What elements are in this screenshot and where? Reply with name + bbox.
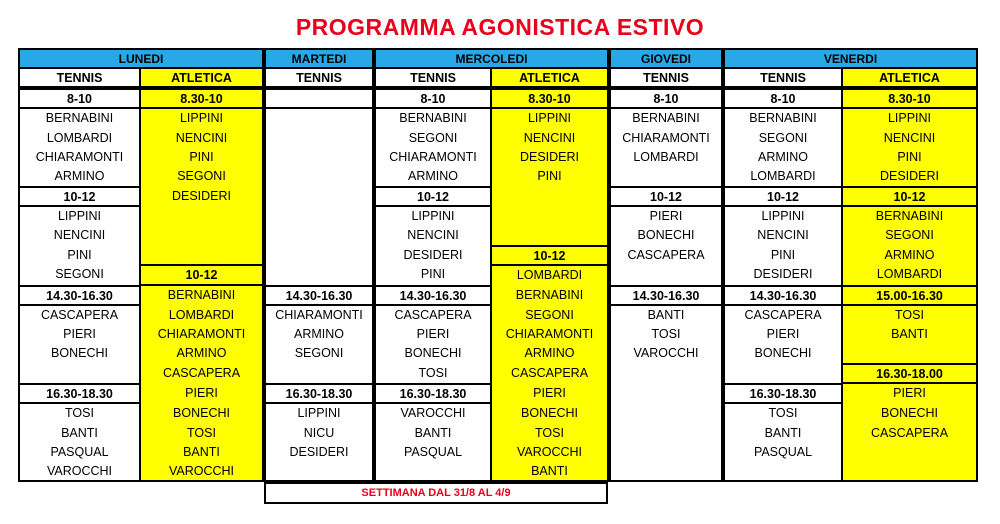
schedule-cell: BONECHI [173, 406, 230, 420]
schedule-cell: 8-10 [374, 88, 492, 109]
schedule-cell: NENCINI [53, 228, 106, 242]
schedule-cell: NENCINI [407, 228, 459, 242]
schedule-cell: DESIDERI [171, 189, 232, 203]
schedule-cell: LIPPINI [887, 111, 932, 125]
schedule-cell: BANTI [764, 426, 802, 440]
schedule-cell: BONECHI [404, 346, 462, 360]
lunedi-atletica-header: ATLETICA [139, 67, 264, 88]
venerdi-atletica-header: ATLETICA [841, 67, 978, 88]
schedule-cell: 15.00-16.30 [841, 285, 978, 306]
schedule-cell: PIERI [766, 327, 800, 341]
schedule-cell: DESIDERI [403, 248, 463, 262]
page-title: PROGRAMMA AGONISTICA ESTIVO [295, 14, 705, 40]
schedule-cell: SEGONI [294, 346, 344, 360]
schedule-cell: VAROCCHI [400, 406, 466, 420]
schedule-cell: 16.30-18.00 [841, 363, 978, 384]
schedule-cell: CASCAPERA [394, 308, 472, 322]
schedule-cell: PINI [537, 169, 562, 183]
schedule-cell: CASCAPERA [40, 308, 119, 322]
schedule-cell: BONECHI [51, 346, 108, 360]
schedule-cell: NENCINI [757, 228, 809, 242]
schedule-cell: CASCAPERA [162, 366, 241, 380]
schedule-cell: TOSI [65, 406, 94, 420]
schedule-cell: PIERI [649, 209, 683, 223]
schedule-cell: ARMINO [294, 327, 344, 341]
day-mercoledi: MERCOLEDI [374, 48, 609, 69]
schedule-cell: LIPPINI [179, 111, 224, 125]
schedule-cell: 16.30-18.30 [374, 383, 492, 404]
schedule-cell: 8.30-10 [139, 88, 264, 109]
schedule-cell: PIERI [533, 386, 566, 400]
schedule-cell: DESIDERI [879, 169, 940, 183]
schedule-cell: 14.30-16.30 [374, 285, 492, 306]
giovedi-tennis-header: TENNIS [609, 67, 723, 88]
schedule-cell: SEGONI [55, 267, 104, 281]
schedule-cell: 14.30-16.30 [264, 285, 374, 306]
schedule-cell: 8-10 [18, 88, 141, 109]
schedule-cell: LIPPINI [761, 209, 805, 223]
schedule-cell: 8-10 [609, 88, 723, 109]
schedule-cell: LOMBARDI [516, 268, 583, 282]
schedule-cell: LIPPINI [411, 209, 455, 223]
schedule-cell: BANTI [891, 327, 928, 341]
schedule-cell: TOSI [187, 426, 216, 440]
schedule-cell: BERNABINI [515, 288, 584, 302]
schedule-cell: 16.30-18.30 [723, 383, 843, 404]
schedule-cell: 14.30-16.30 [609, 285, 723, 306]
schedule-cell: SEGONI [525, 308, 574, 322]
day-giovedi: GIOVEDI [609, 48, 723, 69]
schedule-cell: 8.30-10 [490, 88, 609, 109]
schedule-cell: LOMBARDI [876, 267, 943, 281]
schedule-cell: 14.30-16.30 [723, 285, 843, 306]
schedule-cell: 10-12 [18, 186, 141, 207]
schedule-cell: PIERI [185, 386, 218, 400]
schedule-cell: VAROCCHI [46, 464, 113, 478]
schedule-cell: PASQUAL [753, 445, 813, 459]
schedule-cell: NENCINI [175, 131, 228, 145]
schedule-cell: CHIARAMONTI [275, 308, 363, 322]
schedule-cell: LOMBARDI [633, 150, 699, 164]
schedule-cell: 16.30-18.30 [264, 383, 374, 404]
schedule-cell: 8-10 [723, 88, 843, 109]
schedule-cell: VAROCCHI [633, 346, 699, 360]
schedule-cell: CASCAPERA [510, 366, 589, 380]
schedule-cell: BERNABINI [45, 111, 114, 125]
schedule-cell: NENCINI [523, 131, 576, 145]
schedule-cell: BERNABINI [875, 209, 944, 223]
day-martedi: MARTEDI [264, 48, 374, 69]
schedule-cell: CHIARAMONTI [389, 150, 477, 164]
schedule-cell: TOSI [418, 366, 448, 380]
schedule-cell: CHIARAMONTI [35, 150, 124, 164]
schedule-cell: BANTI [183, 445, 220, 459]
schedule-cell: SEGONI [177, 169, 226, 183]
schedule-cell: BONECHI [754, 346, 812, 360]
schedule-cell: LOMBARDI [46, 131, 113, 145]
schedule-cell: PIERI [893, 386, 926, 400]
schedule-cell: PINI [897, 150, 922, 164]
schedule-cell: PINI [420, 267, 446, 281]
venerdi-tennis-header: TENNIS [723, 67, 843, 88]
schedule-cell: CASCAPERA [627, 248, 705, 262]
schedule-cell: ARMINO [884, 248, 935, 262]
schedule-cell: LOMBARDI [750, 169, 816, 183]
schedule-cell: TOSI [768, 406, 798, 420]
schedule-cell: 10-12 [490, 245, 609, 266]
schedule-cell: CASCAPERA [744, 308, 822, 322]
schedule-cell: BONECHI [637, 228, 695, 242]
schedule-cell: VAROCCHI [168, 464, 235, 478]
schedule-cell: BANTI [61, 426, 98, 440]
schedule-cell: NENCINI [883, 131, 936, 145]
schedule-cell: LIPPINI [297, 406, 341, 420]
schedule-cell: ARMINO [408, 169, 458, 183]
schedule-cell: PASQUAL [50, 445, 109, 459]
day-lunedi: LUNEDI [18, 48, 264, 69]
schedule-cell: BERNABINI [632, 111, 700, 125]
lunedi-tennis-header: TENNIS [18, 67, 141, 88]
schedule-cell: PINI [189, 150, 214, 164]
schedule-cell: 8.30-10 [841, 88, 978, 109]
schedule-cell: 10-12 [374, 186, 492, 207]
schedule-cell: CHIARAMONTI [157, 327, 246, 341]
schedule-cell: CASCAPERA [870, 426, 949, 440]
mercoledi-atletica-header: ATLETICA [490, 67, 609, 88]
schedule-cell: ARMINO [758, 150, 808, 164]
schedule-cell: PASQUAL [403, 445, 463, 459]
schedule-cell: BANTI [531, 464, 568, 478]
schedule-cell: CHIARAMONTI [505, 327, 594, 341]
schedule-cell: ARMINO [524, 346, 575, 360]
schedule-cell: SEGONI [408, 131, 458, 145]
schedule-cell: TOSI [895, 308, 924, 322]
week-footer: SETTIMANA DAL 31/8 AL 4/9 [264, 482, 608, 504]
day-venerdi: VENERDI [723, 48, 978, 69]
schedule-cell: DESIDERI [289, 445, 349, 459]
schedule-cell: PINI [770, 248, 796, 262]
martedi-tennis-header: TENNIS [264, 67, 374, 88]
schedule-cell: 16.30-18.30 [18, 383, 141, 404]
schedule-cell: PINI [67, 248, 92, 262]
schedule-cell: 10-12 [139, 264, 264, 286]
schedule-cell: PIERI [63, 327, 96, 341]
schedule-cell: LIPPINI [57, 209, 102, 223]
schedule-cell: SEGONI [758, 131, 808, 145]
schedule-cell: TOSI [535, 426, 564, 440]
schedule-cell: NICU [303, 426, 335, 440]
schedule-cell: BERNABINI [749, 111, 817, 125]
schedule-cell: CHIARAMONTI [622, 131, 710, 145]
schedule-cell: 10-12 [609, 186, 723, 207]
schedule-cell: 10-12 [723, 186, 843, 207]
schedule-cell: ARMINO [54, 169, 105, 183]
mercoledi-tennis-header: TENNIS [374, 67, 492, 88]
schedule-cell: LOMBARDI [168, 308, 235, 322]
schedule-cell: ARMINO [176, 346, 227, 360]
schedule-cell: BANTI [647, 308, 685, 322]
schedule-cell: BERNABINI [399, 111, 467, 125]
schedule-cell: DESIDERI [753, 267, 813, 281]
schedule-cell: BANTI [414, 426, 452, 440]
schedule-cell: BERNABINI [167, 288, 236, 302]
schedule-cell: 10-12 [841, 186, 978, 207]
schedule-cell: BONECHI [521, 406, 578, 420]
schedule-cell [264, 88, 374, 109]
schedule-cell: PIERI [416, 327, 450, 341]
schedule-cell: LIPPINI [527, 111, 572, 125]
schedule-cell: 14.30-16.30 [18, 285, 141, 306]
schedule-cell: BONECHI [881, 406, 938, 420]
schedule-cell: SEGONI [885, 228, 934, 242]
schedule-cell: VAROCCHI [516, 445, 583, 459]
schedule-cell: DESIDERI [519, 150, 580, 164]
schedule-cell: TOSI [651, 327, 681, 341]
